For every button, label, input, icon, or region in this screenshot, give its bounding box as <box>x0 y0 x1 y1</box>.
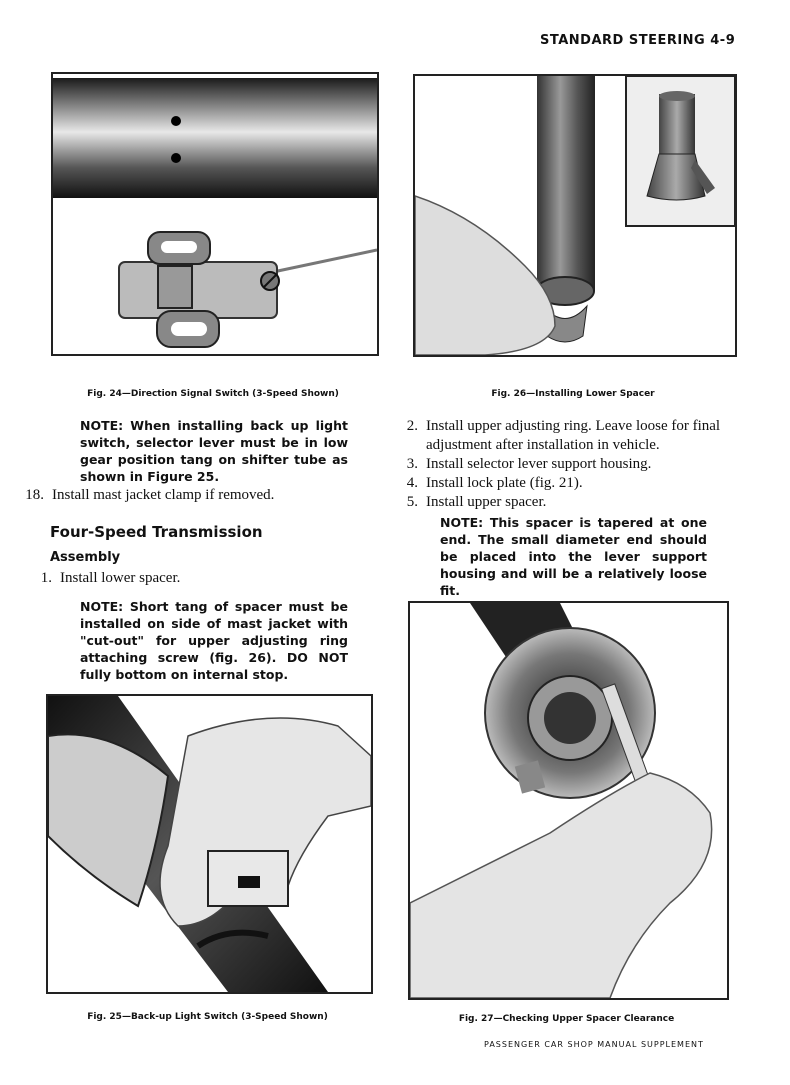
note-backup-light-switch: NOTE: When installing back up light switch, selector lever must be in low gear position tang on shifter tube as shown in Figure 25. <box>80 418 348 484</box>
figure-26-image <box>413 74 737 357</box>
mast-jacket-tube <box>53 78 377 198</box>
figure-25-caption: Fig. 25—Back-up Light Switch (3-Speed Shown) <box>87 1012 328 1022</box>
figure-25-image <box>46 694 373 994</box>
step-1 <box>26 569 180 588</box>
note-lower-spacer: NOTE: Short tang of spacer must be installed on side of mast jacket with "cut-out" for upper adjusting ring attaching screw (fig. 26). DO NOT fully bottom on internal stop. <box>80 599 348 682</box>
step-number: 5. <box>406 494 418 510</box>
running-head: STANDARD STEERING 4-9 <box>540 33 736 48</box>
checking-upper-spacer-clearance-illustration <box>410 603 727 998</box>
step-4 <box>392 474 752 493</box>
installing-lower-spacer-illustration <box>415 76 735 355</box>
step-5 <box>392 493 752 512</box>
tube-hole <box>171 153 181 163</box>
page-footer: PASSENGER CAR SHOP MANUAL SUPPLEMENT <box>484 1040 704 1049</box>
figure-27-image <box>408 601 729 1000</box>
switch-wire <box>273 250 377 272</box>
step-2 <box>392 417 752 455</box>
note-upper-spacer: NOTE: This spacer is tapered at one end. The small diameter end should be placed into the lever support housing and will be a relatively loose fit. <box>440 515 707 598</box>
step-number: 2. <box>406 418 418 434</box>
step-text: Install lower spacer. <box>60 570 181 586</box>
switch-body <box>119 262 277 318</box>
direction-signal-switch-illustration <box>53 74 377 354</box>
step-text: Install lock plate (fig. 21). <box>426 475 583 491</box>
step-number: 1. <box>40 570 52 586</box>
backup-light-switch-illustration <box>48 696 371 992</box>
figure-24-caption: Fig. 24—Direction Signal Switch (3-Speed Shown) <box>87 389 339 399</box>
step-number: 18. <box>25 487 44 503</box>
figure-24-image <box>51 72 379 356</box>
step-text: Install mast jacket clamp if removed. <box>52 487 275 503</box>
step-text: Install upper spacer. <box>426 494 547 510</box>
figure-27-caption: Fig. 27—Checking Upper Spacer Clearance <box>458 1014 675 1024</box>
step-list <box>392 417 752 512</box>
mast-jacket-tube <box>537 76 595 291</box>
hand <box>410 773 712 998</box>
step-number: 3. <box>406 456 418 472</box>
step-text: Install upper adjusting ring. Leave loose for final adjustment after installation in vehicle. <box>426 418 721 453</box>
section-title: Four-Speed Transmission <box>50 523 263 541</box>
subsection-title: Assembly <box>50 550 121 565</box>
tube-hole <box>171 116 181 126</box>
step-text: Install selector lever support housing. <box>426 456 652 472</box>
hand <box>415 196 555 355</box>
step-number: 4. <box>406 475 418 491</box>
step-3 <box>392 455 752 474</box>
step-18 <box>18 486 274 505</box>
figure-26-caption: Fig. 26—Installing Lower Spacer <box>491 389 655 399</box>
